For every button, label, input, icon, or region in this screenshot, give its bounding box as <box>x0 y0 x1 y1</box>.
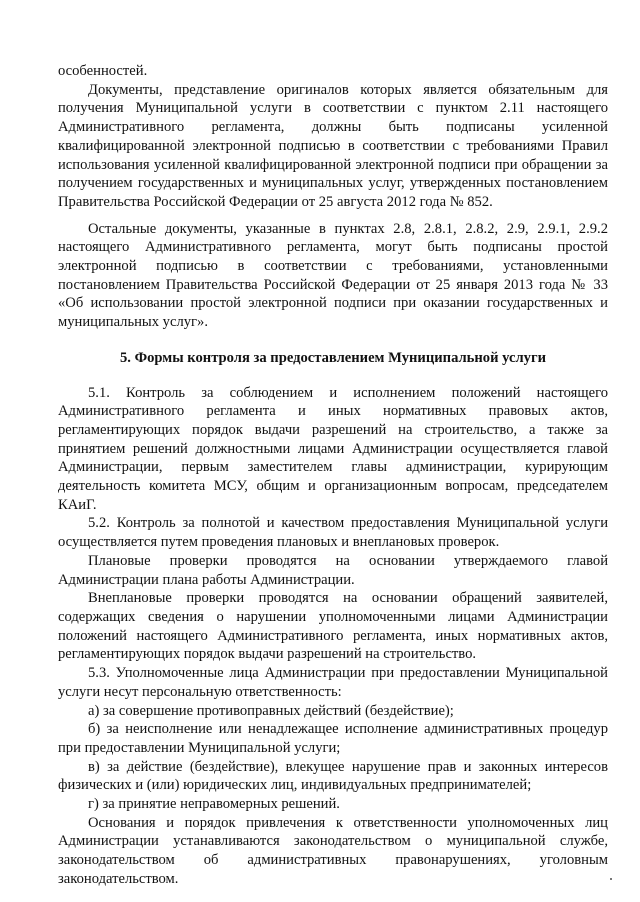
list-item-g: г) за принятие неправомерных решений. <box>88 796 340 813</box>
section-heading: 5. Формы контроля за предоставлением Муниципальной услуги <box>119 349 547 366</box>
scan-speck <box>610 878 612 880</box>
list-item-v: в) за действие (бездействие), влекущее нарушение прав и законных интересов физических и (или) юридических лиц, индивидуальных предпринимателей; <box>58 758 608 794</box>
paragraph-5-1: 5.1. Контроль за соблюдением и исполнением положений настоящего Административного регламента и иных нормативных правовых актов, регламентирующих порядок выдачи разрешений на строительство, а также за принятием решений должностными лицами Администрации осуществляется главой Администрации, первым заместителем главы администрации, курирующим деятельность комитета МСУ, общим и организационным вопросам, председателем КАиГ. <box>58 384 608 513</box>
paragraph-continuation: особенностей. <box>58 63 148 79</box>
spacer <box>58 212 608 220</box>
paragraph-other-documents: Остальные документы, указанные в пунктах 2.8, 2.8.1, 2.8.2, 2.9, 2.9.1, 2.9.2 настоящего Административного регламента, могут быть подписаны простой электронной подписью в соответствии с требованиями, установленными постановлением Правительства Российской Федерации от 25 января 2013 года № 33 «Об использовании простой электронной подписи при оказании государственных и муниципальных услуг». <box>58 220 608 331</box>
paragraph-planned-checks: Плановые проверки проводятся на основании утверждаемого главой Администрации плана работы Администрации. <box>58 552 608 588</box>
paragraph-5-3: 5.3. Уполномоченные лица Администрации при предоставлении Муниципальной услуги несут персональную ответственность: <box>58 665 608 700</box>
paragraph-liability-grounds: Основания и порядок привлечения к ответственности уполномоченных лиц Администрации устанавливаются законодательством о муниципальной службе, законодательством об административных правонарушениях, уголовным законодательством. <box>58 814 608 887</box>
spacer <box>58 368 608 384</box>
paragraph-5-2: 5.2. Контроль за полнотой и качеством предоставления Муниципальной услуги осуществляется путем проведения плановых и внеплановых проверок. <box>58 515 608 551</box>
document-body <box>58 62 608 889</box>
paragraph-unplanned-checks: Внеплановые проверки проводятся на основании обращений заявителей, содержащих сведения о нарушении уполномоченными лицами Администрации положений настоящего Административного регламента, иных нормативных актов, регламентирующих порядок выдачи разрешений на строительство. <box>58 590 608 663</box>
spacer <box>58 332 608 349</box>
paragraph-original-documents: Документы, представление оригиналов которых является обязательным для получения Муниципальной услуги в соответствии с пунктом 2.11 настоящего Административного регламента, должны быть подписаны усиленной квалифицированной электронной подписью в соответствии с требованиями Правил использования усиленной квалифицированной электронной подписи при обращении за получением государственных и муниципальных услуг, утвержденных постановлением Правительства Российской Федерации от 25 августа 2012 года № 852. <box>58 81 608 210</box>
list-item-b: б) за неисполнение или ненадлежащее исполнение административных процедур при предоставлении Муниципальной услуги; <box>58 721 608 756</box>
list-item-a: а) за совершение противоправных действий (бездействие); <box>88 702 454 719</box>
